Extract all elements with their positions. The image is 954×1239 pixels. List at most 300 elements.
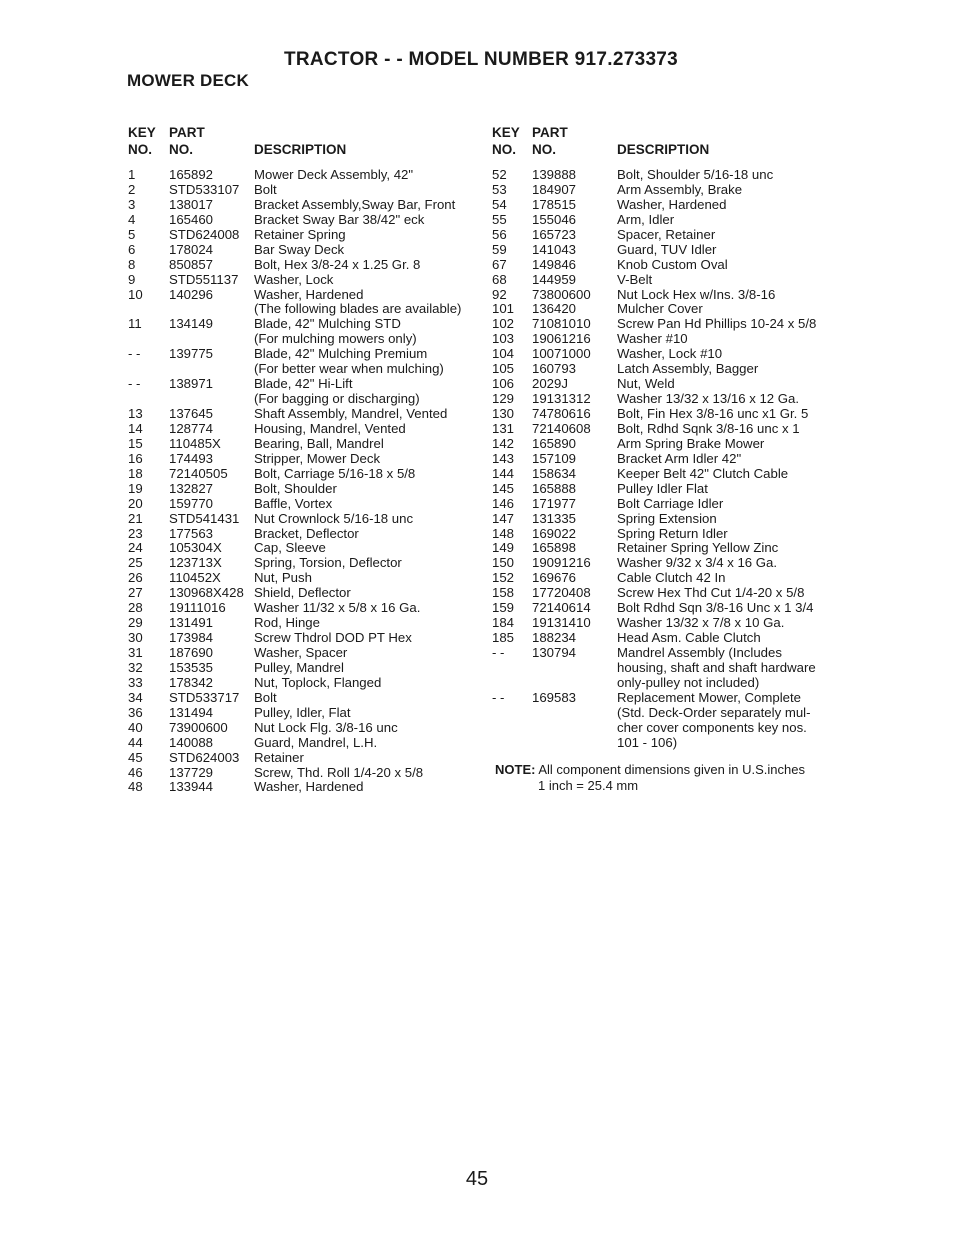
part-no: 165892	[169, 167, 214, 182]
table-row	[128, 362, 478, 377]
description: Washer, Hardened	[617, 196, 727, 212]
description: Guard, Mandrel, L.H.	[254, 734, 378, 750]
key-no: 152	[492, 570, 515, 586]
table-row	[128, 527, 478, 542]
part-no: 139888	[532, 167, 577, 182]
description: Shield, Deflector	[254, 585, 351, 601]
key-no: 15	[128, 435, 143, 451]
part-no: 17720408	[532, 585, 591, 601]
key-no: 25	[128, 555, 143, 571]
table-row	[128, 332, 478, 347]
key-no: 52	[492, 167, 507, 182]
table-row	[492, 198, 837, 213]
table-row	[492, 691, 837, 706]
key-no: 30	[128, 630, 143, 646]
key-no: 159	[492, 600, 515, 616]
description: Mulcher Cover	[617, 301, 703, 317]
part-no: STD533107	[169, 181, 240, 197]
part-no: STD551137	[169, 271, 239, 287]
table-row	[492, 183, 837, 198]
key-no: 19	[128, 480, 143, 496]
description: Screw Hex Thd Cut 1/4-20 x 5/8	[617, 585, 805, 601]
table-row	[492, 422, 837, 437]
table-row	[492, 736, 837, 751]
table-row	[128, 691, 478, 706]
key-no: 23	[128, 525, 143, 541]
table-body-right	[492, 168, 837, 751]
part-no: 2029J	[532, 376, 568, 392]
description: 101 - 106)	[617, 734, 678, 750]
table-row	[128, 377, 478, 392]
table-row	[128, 661, 478, 676]
key-no: 131	[492, 420, 515, 436]
key-no: 147	[492, 510, 515, 526]
table-row	[128, 482, 478, 497]
description: (For bagging or discharging)	[254, 391, 420, 407]
table-header-left	[128, 124, 478, 168]
table-row	[492, 601, 837, 616]
description: Nut Lock Flg. 3/8-16 unc	[254, 719, 398, 735]
description: Blade, 42" Mulching Premium	[254, 346, 428, 362]
part-no: 169583	[532, 689, 577, 705]
description: Bolt, Shoulder 5/16-18 unc	[617, 167, 774, 182]
description: Bracket Sway Bar 38/42" eck	[254, 211, 425, 227]
table-row	[128, 497, 478, 512]
part-no: 130794	[532, 645, 577, 660]
key-no: 45	[128, 749, 143, 765]
description: Bolt, Fin Hex 3/8-16 unc x1 Gr. 5	[617, 406, 809, 421]
table-row	[128, 317, 478, 332]
part-no: STD541431	[169, 510, 240, 526]
table-row	[128, 213, 478, 228]
key-no: 143	[492, 450, 515, 466]
description: Washer, Lock	[254, 271, 334, 287]
description: Washer, Lock #10	[617, 346, 723, 362]
table-row	[492, 616, 837, 631]
table-row	[128, 736, 478, 751]
key-no: 146	[492, 495, 515, 511]
table-row	[128, 721, 478, 736]
table-row	[492, 512, 837, 527]
description: Pulley, Idler, Flat	[254, 704, 351, 720]
table-row	[492, 556, 837, 571]
key-no: 5	[128, 226, 136, 242]
table-row	[492, 646, 837, 661]
description: Nut, Push	[254, 570, 312, 586]
part-header-line2: NO.	[169, 142, 194, 157]
description: Bolt	[254, 181, 277, 197]
key-no: 14	[128, 420, 143, 436]
page-title: TRACTOR - - MODEL NUMBER 917.273373	[283, 49, 679, 70]
part-no: 140296	[169, 286, 214, 302]
description: Washer 9/32 x 3/4 x 16 Ga.	[617, 555, 778, 571]
description: cher cover components key nos.	[617, 719, 807, 735]
description: Cable Clutch 42 In	[617, 570, 726, 586]
key-no: 54	[492, 196, 507, 212]
description: Washer 11/32 x 5/8 x 16 Ga.	[254, 600, 421, 616]
part-header-line1: PART	[169, 125, 205, 140]
key-no: 21	[128, 510, 143, 526]
part-header-line2: NO.	[532, 142, 557, 157]
table-row	[492, 228, 837, 243]
key-no: 56	[492, 226, 507, 242]
key-no: 40	[128, 719, 143, 735]
description: Spacer, Retainer	[617, 226, 716, 242]
part-no: 74780616	[532, 406, 591, 421]
description: (For better wear when mulching)	[254, 361, 444, 377]
table-row	[492, 407, 837, 422]
part-no: 159770	[169, 495, 214, 511]
description: Washer 13/32 x 13/16 x 12 Ga.	[617, 391, 800, 407]
table-row	[128, 347, 478, 362]
key-no: 129	[492, 391, 515, 407]
key-no: 27	[128, 585, 143, 601]
description: Spring Extension	[617, 510, 717, 526]
part-no: 158634	[532, 465, 577, 481]
description: Baffle, Vortex	[254, 495, 333, 511]
description: Shaft Assembly, Mandrel, Vented	[254, 406, 448, 421]
key-no: 158	[492, 585, 515, 601]
part-no: 171977	[532, 495, 577, 511]
key-no: 4	[128, 211, 136, 227]
table-row	[128, 676, 478, 691]
key-no: 9	[128, 271, 136, 287]
note	[495, 762, 805, 794]
table-row	[128, 288, 478, 303]
description: Bolt, Shoulder	[254, 480, 337, 496]
description: Bolt, Hex 3/8-24 x 1.25 Gr. 8	[254, 256, 421, 272]
key-no: 104	[492, 346, 515, 362]
table-row	[128, 467, 478, 482]
key-no: 34	[128, 689, 143, 705]
table-row	[128, 586, 478, 601]
key-no: - -	[128, 376, 141, 392]
part-no: 71081010	[532, 316, 591, 332]
part-no: 123713X	[169, 555, 222, 571]
table-row	[128, 302, 478, 317]
description: Head Asm. Cable Clutch	[617, 630, 761, 646]
part-no: 137729	[169, 764, 214, 780]
note-conversion: 1 inch = 25.4 mm	[538, 778, 639, 793]
part-header-line1: PART	[532, 125, 568, 140]
description: Guard, TUV Idler	[617, 241, 717, 257]
description: Replacement Mower, Complete	[617, 689, 801, 705]
table-row	[492, 317, 837, 332]
part-no: 131335	[532, 510, 577, 526]
note-label: NOTE:	[495, 762, 536, 777]
description: Bolt	[254, 689, 277, 705]
table-row	[492, 362, 837, 377]
key-no: 101	[492, 301, 515, 317]
key-no: 13	[128, 406, 143, 421]
part-no: 165888	[532, 480, 577, 496]
key-no: 48	[128, 779, 143, 795]
key-no: 67	[492, 256, 507, 272]
part-no: 72140614	[532, 600, 591, 616]
description: (The following blades are available)	[254, 301, 462, 317]
part-no: 19131410	[532, 615, 591, 631]
part-no: 850857	[169, 256, 214, 272]
part-no: 178342	[169, 674, 214, 690]
key-no: 105	[492, 361, 515, 377]
description: Knob Custom Oval	[617, 256, 728, 272]
part-no: 138017	[169, 196, 214, 212]
part-no: STD624003	[169, 749, 240, 765]
description: (Std. Deck-Order separately mul-	[617, 704, 811, 720]
key-no: 32	[128, 659, 143, 675]
table-row	[492, 437, 837, 452]
description-header: DESCRIPTION	[617, 142, 710, 157]
key-no: 28	[128, 600, 143, 616]
table-row	[492, 302, 837, 317]
table-row	[492, 392, 837, 407]
part-no: 187690	[169, 645, 214, 660]
table-row	[492, 571, 837, 586]
description: Bolt Rdhd Sqn 3/8-16 Unc x 1 3/4	[617, 600, 814, 616]
description: Nut, Weld	[617, 376, 675, 392]
description: Blade, 42" Hi-Lift	[254, 376, 353, 392]
part-no: 132827	[169, 480, 214, 496]
table-row	[492, 467, 837, 482]
table-row	[128, 616, 478, 631]
part-no: 128774	[169, 420, 214, 436]
description: Bar Sway Deck	[254, 241, 345, 257]
description: Keeper Belt 42" Clutch Cable	[617, 465, 789, 481]
key-no: 8	[128, 256, 136, 272]
table-row	[492, 676, 837, 691]
key-no: 142	[492, 435, 515, 451]
part-no: 188234	[532, 630, 577, 646]
part-no: 165890	[532, 435, 577, 451]
key-no: 24	[128, 540, 143, 556]
table-row	[128, 571, 478, 586]
table-row	[492, 586, 837, 601]
description: Rod, Hinge	[254, 615, 320, 631]
description: housing, shaft and shaft hardware	[617, 659, 816, 675]
description: V-Belt	[617, 271, 653, 287]
part-no: 73900600	[169, 719, 228, 735]
table-row	[492, 243, 837, 258]
description: Nut Lock Hex w/Ins. 3/8-16	[617, 286, 776, 302]
key-no: 150	[492, 555, 515, 571]
part-no: 137645	[169, 406, 214, 421]
description: Arm, Idler	[617, 211, 675, 227]
part-no: 160793	[532, 361, 577, 377]
table-row	[128, 452, 478, 467]
description: Retainer Spring	[254, 226, 346, 242]
key-header-line2: NO.	[128, 142, 153, 157]
note-text: All component dimensions given in U.S.inches	[538, 762, 805, 777]
key-no: - -	[128, 346, 141, 362]
part-no: 155046	[532, 211, 577, 227]
part-no: 105304X	[169, 540, 222, 556]
part-no: 130968X428	[169, 585, 244, 601]
key-no: 53	[492, 181, 507, 197]
description: Bracket, Deflector	[254, 525, 359, 541]
part-no: 19091216	[532, 555, 591, 571]
description: Screw, Thd. Roll 1/4-20 x 5/8	[254, 764, 424, 780]
description: Pulley Idler Flat	[617, 480, 708, 496]
table-row	[492, 332, 837, 347]
key-header-line1: KEY	[128, 125, 156, 140]
key-no: 59	[492, 241, 507, 257]
description: Washer, Hardened	[254, 286, 364, 302]
table-row	[492, 273, 837, 288]
table-row	[492, 541, 837, 556]
table-row	[128, 541, 478, 556]
description: Bolt Carriage Idler	[617, 495, 724, 511]
table-row	[128, 706, 478, 721]
key-no: 20	[128, 495, 143, 511]
key-no: 102	[492, 316, 515, 332]
page-number: 45	[465, 1168, 489, 1190]
description: Screw Thdrol DOD PT Hex	[254, 630, 412, 646]
table-row	[492, 288, 837, 303]
part-no: 157109	[532, 450, 577, 466]
key-no: 46	[128, 764, 143, 780]
key-no: 29	[128, 615, 143, 631]
description: Blade, 42" Mulching STD	[254, 316, 401, 332]
key-no: 103	[492, 331, 515, 347]
part-no: 149846	[532, 256, 577, 272]
part-no: 144959	[532, 271, 577, 287]
description: Spring, Torsion, Deflector	[254, 555, 402, 571]
part-no: 131494	[169, 704, 214, 720]
table-header-right	[492, 124, 837, 168]
part-no: 178024	[169, 241, 214, 257]
key-header-line2: NO.	[492, 142, 517, 157]
key-no: 3	[128, 196, 136, 212]
table-row	[128, 407, 478, 422]
part-no: 134149	[169, 316, 214, 332]
key-no: 18	[128, 465, 143, 481]
table-row	[492, 661, 837, 676]
part-no: 73800600	[532, 286, 591, 302]
key-no: 145	[492, 480, 515, 496]
table-row	[128, 392, 478, 407]
description: Latch Assembly, Bagger	[617, 361, 759, 377]
table-row	[128, 601, 478, 616]
table-row	[128, 243, 478, 258]
key-no: 11	[128, 316, 142, 332]
description: Retainer	[254, 749, 304, 765]
description: Cap, Sleeve	[254, 540, 326, 556]
section-title: MOWER DECK	[127, 71, 249, 90]
key-no: 26	[128, 570, 143, 586]
description: Bolt, Rdhd Sqnk 3/8-16 unc x 1	[617, 420, 800, 436]
key-no: 92	[492, 286, 507, 302]
table-row	[492, 631, 837, 646]
table-row	[128, 646, 478, 661]
part-no: 138971	[169, 376, 214, 392]
table-row	[128, 273, 478, 288]
part-no: 72140608	[532, 420, 591, 436]
table-row	[128, 258, 478, 273]
table-row	[492, 213, 837, 228]
description: Washer, Spacer	[254, 645, 348, 660]
part-no: 110452X	[169, 570, 221, 586]
description: Spring Return Idler	[617, 525, 728, 541]
table-row	[492, 168, 837, 183]
table-row	[128, 183, 478, 198]
part-no: 140088	[169, 734, 214, 750]
table-row	[128, 766, 478, 781]
part-no: 72140505	[169, 465, 228, 481]
table-row	[128, 780, 478, 795]
table-row	[492, 347, 837, 362]
table-row	[128, 512, 478, 527]
part-no: 19061216	[532, 331, 591, 347]
description: Housing, Mandrel, Vented	[254, 420, 406, 436]
part-no: 153535	[169, 659, 214, 675]
table-row	[128, 168, 478, 183]
part-no: 10071000	[532, 346, 591, 362]
description: Stripper, Mower Deck	[254, 450, 381, 466]
parts-table-right	[492, 124, 837, 751]
key-no: 144	[492, 465, 515, 481]
description: Arm Assembly, Brake	[617, 181, 743, 197]
table-row	[492, 482, 837, 497]
description-header: DESCRIPTION	[254, 142, 347, 157]
part-no: STD533717	[169, 689, 240, 705]
table-row	[128, 751, 478, 766]
key-no: 10	[128, 286, 143, 302]
description: Washer 13/32 x 7/8 x 10 Ga.	[617, 615, 785, 631]
key-no: 149	[492, 540, 515, 556]
part-no: 165898	[532, 540, 577, 556]
key-no: 36	[128, 704, 143, 720]
description: Bracket Assembly,Sway Bar, Front	[254, 196, 456, 212]
key-no: 130	[492, 406, 515, 421]
part-no: 173984	[169, 630, 214, 646]
table-row	[492, 721, 837, 736]
key-no: 148	[492, 525, 515, 541]
part-no: 139775	[169, 346, 214, 362]
description: Bracket Arm Idler 42"	[617, 450, 742, 466]
key-no: 44	[128, 734, 143, 750]
key-no: 68	[492, 271, 507, 287]
part-no: 178515	[532, 196, 577, 212]
table-row	[128, 422, 478, 437]
key-no: 16	[128, 450, 143, 466]
table-row	[128, 631, 478, 646]
part-no: 165460	[169, 211, 214, 227]
part-no: 133944	[169, 779, 214, 795]
table-row	[128, 437, 478, 452]
description: Pulley, Mandrel	[254, 659, 344, 675]
part-no: 136420	[532, 301, 577, 317]
table-row	[492, 497, 837, 512]
key-no: 1	[128, 167, 136, 182]
description: Nut, Toplock, Flanged	[254, 674, 382, 690]
description: (For mulching mowers only)	[254, 331, 417, 347]
table-row	[492, 527, 837, 542]
part-no: 19111016	[169, 600, 226, 616]
part-no: 177563	[169, 525, 214, 541]
key-no: 6	[128, 241, 136, 257]
description: Arm Spring Brake Mower	[617, 435, 765, 451]
part-no: STD624008	[169, 226, 240, 242]
description: only-pulley not included)	[617, 674, 760, 690]
part-no: 169022	[532, 525, 577, 541]
description: Bearing, Ball, Mandrel	[254, 435, 384, 451]
table-body-left	[128, 168, 478, 795]
table-row	[128, 228, 478, 243]
part-no: 19131312	[532, 391, 591, 407]
description: Mandrel Assembly (Includes	[617, 645, 782, 660]
key-no: 31	[128, 645, 143, 660]
description: Bolt, Carriage 5/16-18 x 5/8	[254, 465, 416, 481]
